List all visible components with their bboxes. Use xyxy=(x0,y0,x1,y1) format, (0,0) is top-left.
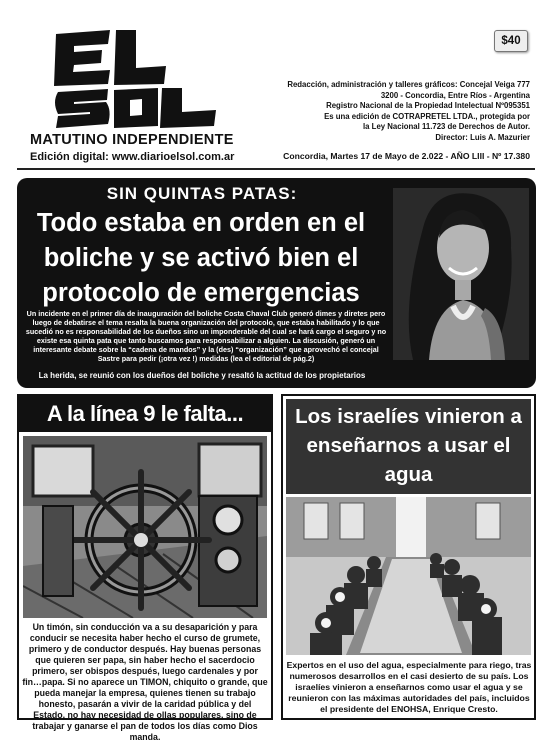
publisher-info-line: Redacción, administración y talleres gráficos: Concejal Veiga 777 xyxy=(287,80,530,89)
logo-graphic xyxy=(50,30,220,130)
story-linea-9-headline[interactable]: A la línea 9 le falta... xyxy=(19,396,271,432)
masthead-tagline: MATUTINO INDEPENDIENTE xyxy=(30,132,234,148)
story-israelies-body: Expertos en el uso del agua, especialmente para riego, tras numerosos desarrollos en el casi desierto de su país. Los israelíes vinieron a enseñarnos como usar el agua y se reunieron con las máximas autoridades del país, incluidos el presidente del ENOHSA, Enrique Cresto. xyxy=(286,660,532,714)
ship-wheel-photo[interactable] xyxy=(23,436,267,618)
publisher-info xyxy=(270,80,530,144)
masthead xyxy=(0,0,549,172)
lead-caption: La herida, se reunió con los dueños del boliche y resaltó la actitud de los propietarios xyxy=(38,371,366,380)
publisher-info-line: Registro Nacional de la Propiedad Intelectual Nº095351 xyxy=(326,101,530,111)
price-badge: $40 xyxy=(494,30,528,52)
story-linea-9-body: Un timón, sin conducción va a su desaparición y para conducir se necesita haber hecho el curso de grumete, primero y de conductor después. Hay buenas personas que quieren ser papa, sin haber hecho el sacerdocio primero, ser obispos después, luego cardenales y por fin…papa. Si no aparece un TIMON, chiquito o grande, que pueda manejar la empresa, quienes tienen su trabajo honesto, pasarán a vivir de la caridad pública y del Estado, no hay necesidad de ollas populares, sino de trabajar y ganarse el pan de todos los días como Dios manda. xyxy=(22,622,268,742)
meeting-photo[interactable] xyxy=(286,497,531,655)
story-israelies-agua[interactable] xyxy=(281,394,536,720)
meeting-illustration xyxy=(286,497,531,655)
lead-summary: Un incidente en el primer día de inauguración del boliche Costa Chaval Club generó dimes y diretes pero luego de debatirse el tema resalta la buena organización del protocolo, que estaba habilitado y lo que sucedió no es responsabilidad de los dueños sino un imponderable del cual se hará cargo el seguro y no existe esa quinta pata que tanto buscamos para responsabilizar a alguien. La discusión, generó un interesante debate sobre la “cadena de mandos” y la (des) “organización” que aprovechó el concejal Sastre para pedir (¡otra vez !) medidas (lea el editorial de pág.2) xyxy=(25,309,387,363)
lead-portrait-photo[interactable] xyxy=(393,188,529,360)
lead-headline[interactable]: Todo estaba en orden en el boliche y se activó bien el protocolo de emergencias xyxy=(36,209,366,307)
lead-kicker: SIN QUINTAS PATAS: xyxy=(106,184,298,203)
publisher-info-line: Es una edición de COTRAPRETEL LTDA., protegida por xyxy=(324,111,530,121)
issue-date-line: Concordia, Martes 17 de Mayo de 2.022 - AÑO LIII - Nº 17.380 xyxy=(283,151,530,161)
newspaper-logo xyxy=(50,30,220,130)
publisher-info-line: la Ley Nacional 11.723 de Derechos de Autor. xyxy=(363,122,530,132)
story-linea-9[interactable] xyxy=(17,394,273,742)
portrait-illustration xyxy=(393,188,529,360)
masthead-website[interactable]: Edición digital: www.diarioelsol.com.ar xyxy=(30,151,235,163)
ship-wheel-illustration xyxy=(23,436,267,618)
publisher-info-line: 3200 - Concordia, Entre Ríos - Argentina xyxy=(380,90,530,100)
publisher-info-line: Director: Luis A. Mazurier xyxy=(435,132,530,142)
masthead-divider xyxy=(17,168,535,170)
story-israelies-headline[interactable]: Los israelíes vinieron a enseñarnos a usar el agua xyxy=(286,399,531,494)
lead-story[interactable] xyxy=(17,178,536,388)
